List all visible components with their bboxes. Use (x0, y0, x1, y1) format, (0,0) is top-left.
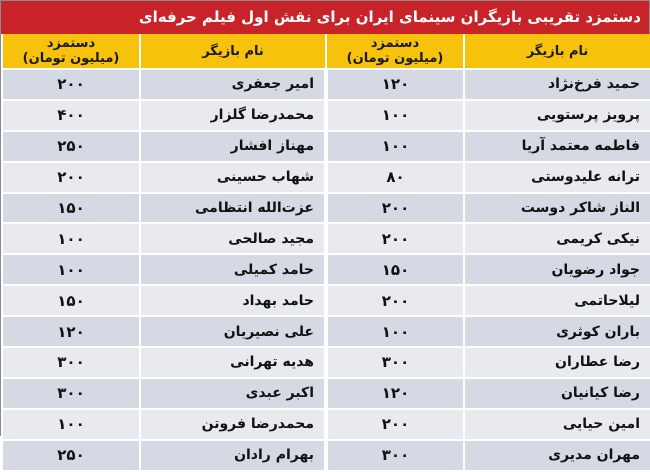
table-row (2, 440, 650, 471)
actor-name-cell: مجید صالحی (140, 223, 326, 254)
header-fee-left (2, 34, 140, 69)
fee-cell: ۳۰۰ (326, 440, 464, 471)
actor-name-cell: فاطمه معتمد آریا (464, 131, 650, 162)
table-row (2, 223, 650, 254)
actor-name-cell: محمدرضا گلزار (140, 100, 326, 131)
fee-cell: ۱۰۰ (2, 254, 140, 285)
fee-cell: ۸۰ (326, 162, 464, 193)
header-fee-line1: دستمزد (370, 36, 420, 51)
actor-fee-table (1, 34, 650, 472)
actor-name-cell: باران کوثری (464, 316, 650, 347)
table-row (2, 347, 650, 378)
table-title: دستمزد تقریبی بازیگران سینمای ایران برای نقش اول فیلم حرفه‌ای (1, 1, 649, 34)
fee-cell: ۱۰۰ (326, 131, 464, 162)
table-row (2, 285, 650, 316)
fee-cell: ۱۵۰ (2, 193, 140, 224)
fee-cell: ۲۰۰ (2, 162, 140, 193)
header-row (2, 34, 650, 69)
fee-cell: ۳۰۰ (326, 347, 464, 378)
actor-name-cell: محمدرضا فروتن (140, 409, 326, 440)
actor-name-cell: ترانه علیدوستی (464, 162, 650, 193)
fee-cell: ۱۲۰ (326, 378, 464, 409)
table-row (2, 131, 650, 162)
actor-name-cell: مهناز افشار (140, 131, 326, 162)
fee-cell: ۲۰۰ (326, 193, 464, 224)
table-row (2, 193, 650, 224)
actor-name-cell: هدیه تهرانی (140, 347, 326, 378)
actor-name-cell: امیر جعفری (140, 69, 326, 100)
fee-cell: ۱۰۰ (2, 409, 140, 440)
header-fee-line1: دستمزد (46, 36, 96, 51)
actor-name-cell: حامد بهداد (140, 285, 326, 316)
actor-name-cell: اکبر عبدی (140, 378, 326, 409)
actor-name-cell: بهرام رادان (140, 440, 326, 471)
actor-name-cell: رضا عطاران (464, 347, 650, 378)
actor-name-cell: حامد کمیلی (140, 254, 326, 285)
header-fee-line2: (میلیون تومان) (22, 51, 120, 66)
fee-cell: ۱۲۰ (326, 69, 464, 100)
header-actor-right: نام بازیگر (464, 34, 650, 69)
actor-name-cell: جواد رضویان (464, 254, 650, 285)
actor-name-cell: حمید فرخ‌نژاد (464, 69, 650, 100)
fee-cell: ۱۵۰ (326, 254, 464, 285)
fee-cell: ۱۰۰ (326, 316, 464, 347)
fee-cell: ۲۰۰ (326, 409, 464, 440)
fee-cell: ۲۰۰ (326, 285, 464, 316)
fee-cell: ۱۰۰ (2, 223, 140, 254)
actor-name-cell: عزت‌الله انتظامی (140, 193, 326, 224)
table-row (2, 378, 650, 409)
header-fee-line2: (میلیون تومان) (346, 51, 444, 66)
table-row (2, 254, 650, 285)
table-row (2, 69, 650, 100)
fee-cell: ۲۰۰ (2, 69, 140, 100)
fee-cell: ۱۰۰ (326, 100, 464, 131)
table-row (2, 409, 650, 440)
header-fee-right (326, 34, 464, 69)
actor-name-cell: امین حیایی (464, 409, 650, 440)
actor-name-cell: مهران مدیری (464, 440, 650, 471)
fee-cell: ۲۵۰ (2, 440, 140, 471)
fee-cell: ۳۰۰ (2, 378, 140, 409)
actor-name-cell: شهاب حسینی (140, 162, 326, 193)
actor-name-cell: لیلاحاتمی (464, 285, 650, 316)
actor-name-cell: پرویز پرستویی (464, 100, 650, 131)
actor-name-cell: رضا کیانیان (464, 378, 650, 409)
fee-cell: ۲۰۰ (326, 223, 464, 254)
fee-cell: ۱۵۰ (2, 285, 140, 316)
actor-name-cell: نیکی کریمی (464, 223, 650, 254)
table-row (2, 162, 650, 193)
table-row (2, 100, 650, 131)
table-row (2, 316, 650, 347)
header-actor-left: نام بازیگر (140, 34, 326, 69)
fee-cell: ۲۵۰ (2, 131, 140, 162)
actor-name-cell: علی نصیریان (140, 316, 326, 347)
actor-name-cell: الناز شاکر دوست (464, 193, 650, 224)
fee-cell: ۱۲۰ (2, 316, 140, 347)
fee-cell: ۴۰۰ (2, 100, 140, 131)
fee-cell: ۳۰۰ (2, 347, 140, 378)
table-body (2, 69, 650, 471)
